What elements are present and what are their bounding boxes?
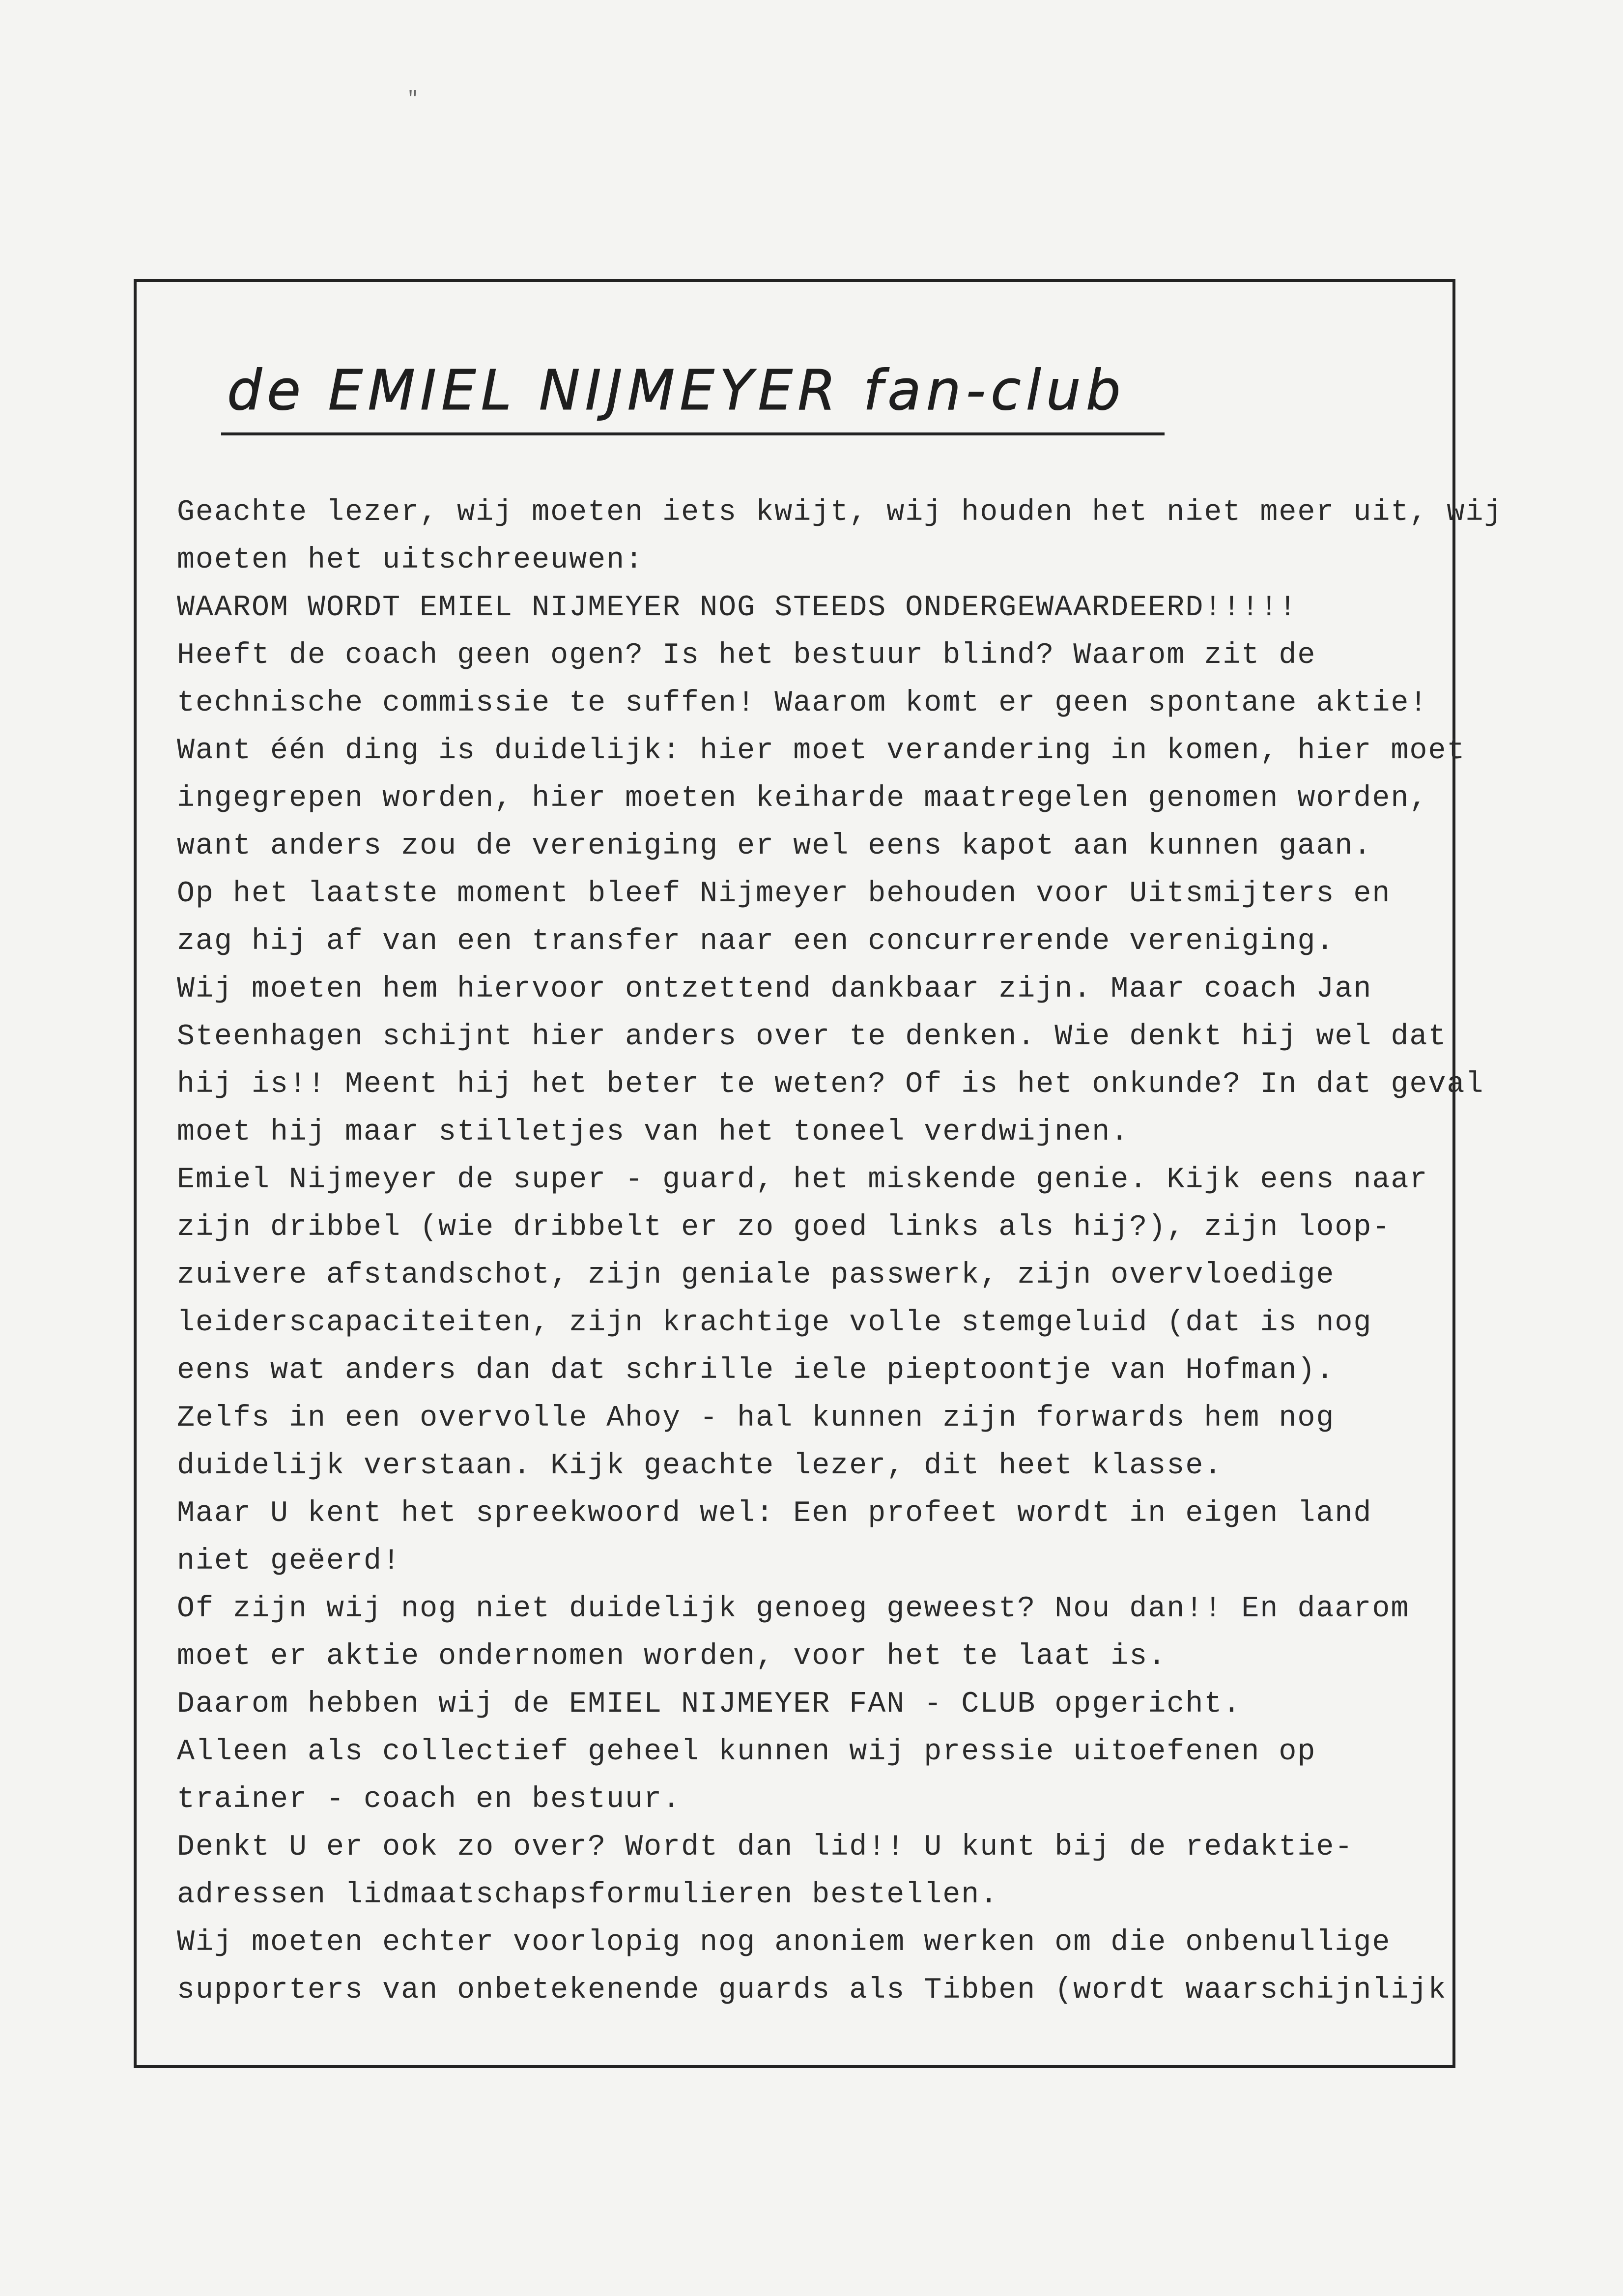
- text-line: Op het laatste moment bleef Nijmeyer behouden voor Uitsmijters en: [177, 877, 1391, 911]
- text-line: adressen lidmaatschapsformulieren bestellen.: [177, 1878, 999, 1912]
- title-underline: [221, 432, 1165, 435]
- text-line: Maar U kent het spreekwoord wel: Een profeet wordt in eigen land: [177, 1497, 1372, 1530]
- text-line: Wij moeten echter voorlopig nog anoniem werken om die onbenullige: [177, 1926, 1391, 1959]
- text-line: Daarom hebben wij de EMIEL NIJMEYER FAN - CLUB opgericht.: [177, 1688, 1242, 1721]
- text-line: hij is!! Meent hij het beter te weten? Of is het onkunde? In dat geval: [177, 1068, 1484, 1101]
- text-line: Emiel Nijmeyer de super - guard, het miskende genie. Kijk eens naar: [177, 1163, 1428, 1197]
- text-line: leiderscapaciteiten, zijn krachtige volle stemgeluid (dat is nog: [177, 1306, 1372, 1340]
- text-line: ingegrepen worden, hier moeten keiharde maatregelen genomen worden,: [177, 782, 1428, 815]
- text-line: Alleen als collectief geheel kunnen wij pressie uitoefenen op: [177, 1735, 1316, 1769]
- text-line: WAAROM WORDT EMIEL NIJMEYER NOG STEEDS ONDERGEWAARDEERD!!!!!: [177, 591, 1298, 625]
- page-mark: ": [407, 88, 419, 111]
- text-line: want anders zou de vereniging er wel eens kapot aan kunnen gaan.: [177, 830, 1372, 863]
- text-line: Zelfs in een overvolle Ahoy - hal kunnen zijn forwards hem nog: [177, 1402, 1335, 1435]
- text-line: Geachte lezer, wij moeten iets kwijt, wij houden het niet meer uit, wij: [177, 496, 1503, 529]
- text-line: niet geëerd!: [177, 1545, 401, 1578]
- text-line: Of zijn wij nog niet duidelijk genoeg geweest? Nou dan!! En daarom: [177, 1592, 1410, 1626]
- text-line: zuivere afstandschot, zijn geniale passwerk, zijn overvloedige: [177, 1259, 1335, 1292]
- text-line: moeten het uitschreeuwen:: [177, 544, 644, 577]
- text-line: eens wat anders dan dat schrille iele pieptoontje van Hofman).: [177, 1354, 1335, 1387]
- text-line: moet er aktie ondernomen worden, voor het te laat is.: [177, 1640, 1167, 1673]
- article-body: [177, 489, 1503, 2014]
- text-line: technische commissie te suffen! Waarom komt er geen spontane aktie!: [177, 687, 1428, 720]
- text-line: Steenhagen schijnt hier anders over te denken. Wie denkt hij wel dat: [177, 1020, 1447, 1054]
- article-title: de EMIEL NIJMEYER fan-club: [227, 359, 1126, 423]
- text-line: Want één ding is duidelijk: hier moet verandering in komen, hier moet: [177, 734, 1466, 768]
- text-line: zijn dribbel (wie dribbelt er zo goed links als hij?), zijn loop-: [177, 1211, 1391, 1244]
- text-line: zag hij af van een transfer naar een concurrerende vereniging.: [177, 925, 1335, 958]
- text-line: supporters van onbetekenende guards als Tibben (wordt waarschijnlijk: [177, 1974, 1447, 2007]
- text-line: trainer - coach en bestuur.: [177, 1783, 682, 1816]
- text-line: Wij moeten hem hiervoor ontzettend dankbaar zijn. Maar coach Jan: [177, 973, 1372, 1006]
- text-line: duidelijk verstaan. Kijk geachte lezer, dit heet klasse.: [177, 1449, 1223, 1483]
- text-line: Denkt U er ook zo over? Wordt dan lid!! U kunt bij de redaktie-: [177, 1831, 1354, 1864]
- text-line: Heeft de coach geen ogen? Is het bestuur blind? Waarom zit de: [177, 639, 1316, 672]
- text-line: moet hij maar stilletjes van het toneel verdwijnen.: [177, 1116, 1130, 1149]
